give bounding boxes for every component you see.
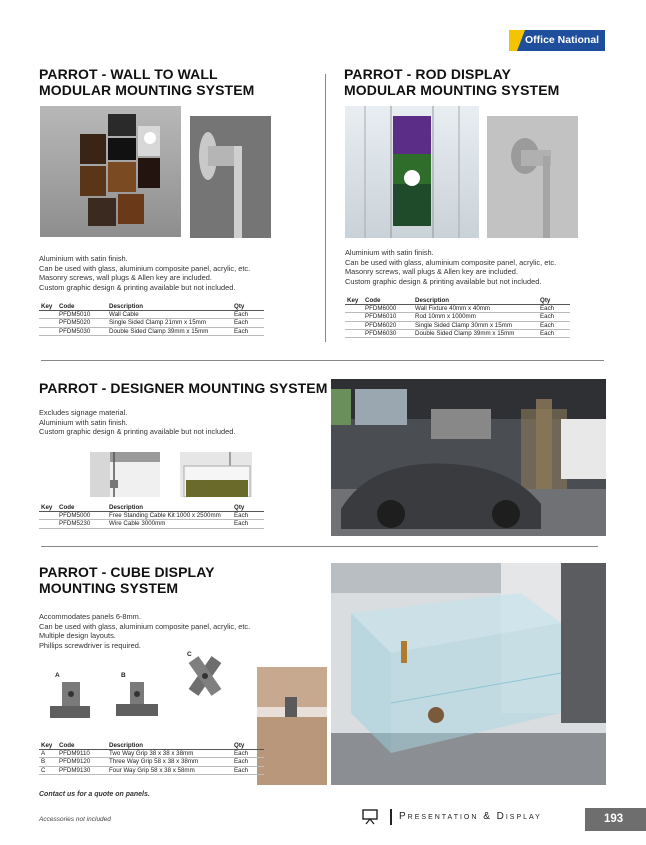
col-description: Description: [107, 504, 232, 512]
rod-desc-line: Aluminium with satin finish.: [345, 248, 434, 257]
table-row: [39, 319, 264, 327]
presentation-icon-shape: [362, 809, 378, 825]
cell-qty: Each: [538, 305, 570, 313]
table-row: [39, 327, 264, 335]
four-way-grip-graphic: [183, 656, 227, 696]
cell-code: PFDM5230: [57, 520, 107, 528]
designer-title: PARROT - DESIGNER MOUNTING SYSTEM: [39, 380, 328, 396]
cell-description: Double Sided Clamp 39mm x 15mm: [107, 327, 232, 335]
four-way-grip-image: [183, 656, 227, 696]
wall-display-graphic: [40, 106, 181, 237]
table-row: [39, 512, 264, 520]
rod-fixture-graphic: [487, 116, 578, 238]
cell-description: Single Sided Clamp 30mm x 15mm: [413, 321, 538, 329]
rod-title-line1: PARROT - ROD DISPLAY: [344, 66, 511, 82]
table-row: [39, 520, 264, 528]
wall-description: [39, 254, 250, 292]
table-header-row: [345, 297, 570, 305]
cell-code: PFDM9130: [57, 766, 107, 774]
column-divider: [325, 74, 326, 342]
wall-title-line1: PARROT - WALL TO WALL: [39, 66, 218, 82]
wall-desc-line: Can be used with glass, aluminium composite panel, acrylic, etc.: [39, 263, 251, 273]
rod-title: [344, 66, 559, 98]
wall-product-table: [39, 303, 264, 336]
rod-fixture-photo: [487, 116, 578, 238]
table-row: [39, 750, 264, 758]
two-way-grip-graphic: [48, 680, 94, 722]
wall-title-line2: MODULAR MOUNTING SYSTEM: [39, 82, 255, 98]
col-code: Code: [57, 742, 107, 750]
wall-clamp-photo: [190, 116, 271, 238]
col-qty: Qty: [232, 742, 264, 750]
designer-showroom-photo: [331, 379, 606, 536]
wall-clamp-graphic: [190, 116, 271, 238]
cell-description: Rod 10mm x 1000mm: [413, 313, 538, 321]
cell-description: Single Sided Clamp 21mm x 15mm: [107, 319, 232, 327]
col-key: Key: [345, 297, 363, 305]
table-row: [345, 329, 570, 337]
cell-key: [39, 512, 57, 520]
cell-description: Double Sided Clamp 39mm x 15mm: [413, 329, 538, 337]
cell-code: PFDM6030: [363, 329, 413, 337]
rod-desc-line: Can be used with glass, aluminium composite panel, acrylic, etc.: [345, 257, 557, 267]
cell-qty: Each: [538, 321, 570, 329]
section-divider: [41, 360, 604, 361]
three-way-grip-image: [114, 680, 160, 722]
cell-key: [39, 327, 57, 335]
cube-clamp-closeup-photo: [257, 667, 327, 785]
cell-description: Three Way Grip 58 x 38 x 38mm: [107, 758, 232, 766]
cube-display-graphic: [331, 563, 606, 785]
brand-name: Office National: [525, 34, 600, 46]
rod-title-line2: MODULAR MOUNTING SYSTEM: [344, 82, 560, 98]
cell-description: Wire Cable 3000mm: [107, 520, 232, 528]
table-header-row: [39, 742, 264, 750]
three-way-grip-graphic: [114, 680, 160, 722]
page-number-tab: [585, 808, 646, 831]
cube-desc-line: Can be used with glass, aluminium composite panel, acrylic, etc.: [39, 621, 251, 631]
cell-description: Two Way Grip 38 x 38 x 38mm: [107, 750, 232, 758]
cube-desc-line: Accommodates panels 6-8mm.: [39, 612, 141, 621]
cell-code: PFDM5000: [57, 512, 107, 520]
cell-key: [345, 329, 363, 337]
col-code: Code: [57, 504, 107, 512]
cube-product-table: [39, 742, 264, 775]
cell-code: PFDM6020: [363, 321, 413, 329]
designer-frame-graphic: [180, 452, 252, 497]
cell-code: PFDM5030: [57, 327, 107, 335]
table-header-row: [39, 504, 264, 512]
designer-desc-line: Excludes signage material.: [39, 408, 128, 417]
rod-description: [345, 248, 556, 286]
cell-description: Free Standing Cable Kit 1000 x 2500mm: [107, 512, 232, 520]
cell-qty: Each: [538, 313, 570, 321]
rod-desc-line: Custom graphic design & printing available but not included.: [345, 276, 542, 286]
rod-product-table: [345, 297, 570, 338]
cell-qty: Each: [232, 319, 264, 327]
presentation-icon: [362, 809, 378, 825]
col-key: Key: [39, 303, 57, 311]
cell-qty: Each: [232, 750, 264, 758]
part-label-c: C: [187, 651, 192, 658]
table-row: [39, 766, 264, 774]
wall-desc-line: Masonry screws, wall plugs & Allen key are included.: [39, 273, 212, 283]
col-qty: Qty: [538, 297, 570, 305]
col-description: Description: [107, 303, 232, 311]
table-header-row: [39, 303, 264, 311]
cell-qty: Each: [232, 512, 264, 520]
table-row: [345, 305, 570, 313]
footer-category: Presentation & Display: [399, 811, 542, 822]
page-number: 193: [604, 813, 624, 825]
designer-desc-line: Custom graphic design & printing available but not included.: [39, 427, 236, 437]
section-divider: [41, 546, 598, 547]
col-key: Key: [39, 504, 57, 512]
cell-key: [39, 520, 57, 528]
cell-qty: Each: [232, 766, 264, 774]
designer-desc-line: Aluminium with satin finish.: [39, 417, 128, 427]
table-row: [345, 313, 570, 321]
rod-display-photo: [345, 106, 479, 238]
cube-desc-line: Multiple design layouts.: [39, 631, 116, 641]
contact-note: Contact us for a quote on panels.: [39, 791, 150, 798]
cell-code: PFDM9120: [57, 758, 107, 766]
col-qty: Qty: [232, 504, 264, 512]
wall-title: [39, 66, 254, 98]
cube-desc-line: Phillips screwdriver is required.: [39, 640, 141, 650]
cube-title-line1: PARROT - CUBE DISPLAY: [39, 564, 215, 580]
designer-frame-photo: [180, 452, 252, 497]
cell-qty: Each: [232, 758, 264, 766]
brand-logo: [509, 30, 605, 51]
designer-product-table: [39, 504, 264, 529]
col-qty: Qty: [232, 303, 264, 311]
designer-cable-photo: [90, 452, 160, 497]
cell-code: PFDM5010: [57, 311, 107, 319]
col-code: Code: [363, 297, 413, 305]
designer-cable-graphic: [90, 452, 160, 497]
cell-qty: Each: [232, 311, 264, 319]
cell-key: [39, 311, 57, 319]
cube-display-photo: [331, 563, 606, 785]
col-description: Description: [413, 297, 538, 305]
cube-clamp-closeup-graphic: [257, 667, 327, 785]
cell-key: C: [39, 766, 57, 774]
footer-divider: [390, 809, 392, 825]
wall-desc-line: Custom graphic design & printing available but not included.: [39, 282, 236, 292]
col-description: Description: [107, 742, 232, 750]
cube-title: [39, 564, 215, 596]
cell-code: PFDM6000: [363, 305, 413, 313]
table-row: [345, 321, 570, 329]
cell-key: [39, 319, 57, 327]
designer-description: [39, 408, 235, 437]
cell-qty: Each: [538, 329, 570, 337]
cell-description: Wall Cable: [107, 311, 232, 319]
two-way-grip-image: [48, 680, 94, 722]
cell-code: PFDM9110: [57, 750, 107, 758]
rod-display-graphic: [345, 106, 479, 238]
cell-key: [345, 321, 363, 329]
cell-qty: Each: [232, 327, 264, 335]
cube-description: [39, 612, 250, 650]
col-key: Key: [39, 742, 57, 750]
cube-title-line2: MOUNTING SYSTEM: [39, 580, 179, 596]
accessories-note: Accessories not included: [39, 816, 111, 823]
col-code: Code: [57, 303, 107, 311]
cell-key: [345, 305, 363, 313]
cell-key: B: [39, 758, 57, 766]
table-row: [39, 311, 264, 319]
cell-code: PFDM5020: [57, 319, 107, 327]
table-row: [39, 758, 264, 766]
cell-code: PFDM6010: [363, 313, 413, 321]
cell-description: Wall Fixture 40mm x 40mm: [413, 305, 538, 313]
cell-description: Four Way Grip 58 x 38 x 58mm: [107, 766, 232, 774]
wall-display-photo: [40, 106, 181, 237]
cell-qty: Each: [232, 520, 264, 528]
wall-desc-line: Aluminium with satin finish.: [39, 254, 128, 263]
cell-key: [345, 313, 363, 321]
designer-showroom-graphic: [331, 379, 606, 536]
cell-key: A: [39, 750, 57, 758]
part-label-a: A: [55, 672, 60, 679]
rod-desc-line: Masonry screws, wall plugs & Allen key are included.: [345, 267, 518, 277]
part-label-b: B: [121, 672, 126, 679]
